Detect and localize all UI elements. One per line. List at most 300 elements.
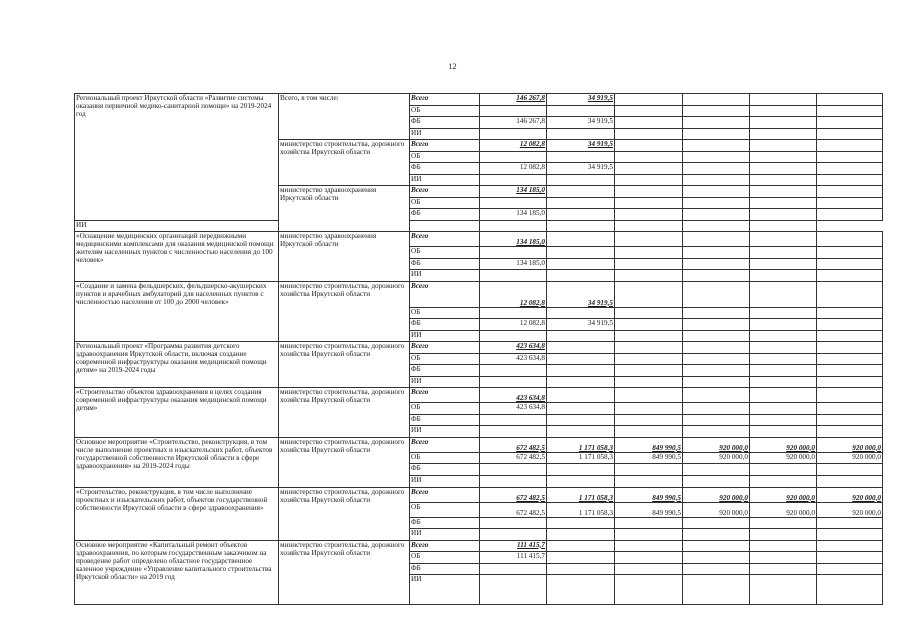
funding-source: ФБ <box>410 414 480 426</box>
amount-cell <box>750 281 817 307</box>
amount-cell <box>547 330 615 342</box>
amount-cell <box>547 552 615 564</box>
table-row <box>75 281 883 307</box>
amount-cell <box>817 475 883 487</box>
amount-cell <box>547 174 615 186</box>
amount-cell <box>683 353 750 365</box>
amount-cell <box>480 529 547 541</box>
budget-table <box>74 93 883 605</box>
funding-source: Всего <box>410 140 480 152</box>
amount-cell: 134 185,0 <box>480 232 547 247</box>
funding-source: ИИ <box>410 575 480 605</box>
amount-cell <box>547 376 615 388</box>
funding-source: ИИ <box>410 529 480 541</box>
amount-cell: 12 082,8 <box>480 163 547 175</box>
page-number: 12 <box>448 62 457 71</box>
amount-cell <box>480 307 547 319</box>
amount-cell <box>750 270 817 282</box>
funding-source: ОБ <box>410 452 480 464</box>
amount-cell <box>615 517 683 529</box>
amount-cell <box>547 475 615 487</box>
amount-cell <box>615 117 683 129</box>
amount-cell <box>683 426 750 438</box>
amount-cell <box>615 128 683 140</box>
amount-cell: 849 990,5 <box>615 487 683 502</box>
amount-cell: 920 000,0 <box>817 502 883 517</box>
funding-source: ОБ <box>410 197 480 209</box>
responsible-executor: министерство строительства, дорожного хозяйства Иркутской области <box>279 487 410 540</box>
funding-source: ИИ <box>410 270 480 282</box>
activity-description: Основное мероприятие «Строительство, реконструкция, в том числе выполнение проектных и изыскательских работ, объектов государственной собственности Иркутской области в сфере здравоохранения» на 2019-2024 годы <box>75 437 279 487</box>
amount-cell: 12 082,8 <box>480 281 547 307</box>
amount-cell <box>547 403 615 415</box>
funding-source: ФБ <box>410 258 480 270</box>
funding-source: Всего <box>410 232 480 247</box>
funding-source: ФБ <box>410 319 480 331</box>
amount-cell <box>750 128 817 140</box>
amount-cell: 34 919,5 <box>547 94 615 106</box>
amount-cell <box>817 464 883 476</box>
amount-cell <box>817 540 883 552</box>
amount-cell: 1 171 058,3 <box>547 502 615 517</box>
amount-cell <box>683 330 750 342</box>
amount-cell <box>615 197 683 209</box>
funding-source: ИИ <box>410 426 480 438</box>
amount-cell <box>615 281 683 307</box>
amount-cell: 672 482,5 <box>480 452 547 464</box>
amount-cell <box>750 403 817 415</box>
amount-cell <box>547 307 615 319</box>
amount-cell: 34 919,5 <box>547 281 615 307</box>
amount-cell: 134 185,0 <box>480 209 547 221</box>
amount-cell <box>750 575 817 605</box>
table-row <box>75 487 883 502</box>
funding-source: ИИ <box>410 174 480 186</box>
funding-source: ФБ <box>410 365 480 377</box>
amount-cell <box>750 414 817 426</box>
amount-cell <box>817 117 883 129</box>
amount-cell <box>817 307 883 319</box>
amount-cell <box>750 232 817 247</box>
amount-cell <box>683 529 750 541</box>
amount-cell <box>480 575 547 605</box>
funding-source: Всего <box>410 94 480 106</box>
amount-cell <box>547 220 615 232</box>
amount-cell: 920 000,0 <box>683 437 750 452</box>
amount-cell: 134 185,0 <box>480 186 547 198</box>
amount-cell: 1 171 058,3 <box>547 437 615 452</box>
amount-cell <box>683 540 750 552</box>
amount-cell <box>683 163 750 175</box>
amount-cell: 920 000,0 <box>750 502 817 517</box>
amount-cell <box>547 186 615 198</box>
amount-cell <box>547 388 615 403</box>
activity-description: «Строительство объектов здравоохранения в целях создания современной инфраструктуры оказания медицинской помощи детям» <box>75 388 279 438</box>
amount-cell: 920 000,0 <box>683 452 750 464</box>
amount-cell <box>615 414 683 426</box>
amount-cell <box>683 209 750 221</box>
funding-source: ОБ <box>410 353 480 365</box>
amount-cell: 920 000,0 <box>683 502 750 517</box>
amount-cell <box>480 105 547 117</box>
amount-cell <box>615 258 683 270</box>
amount-cell <box>615 552 683 564</box>
amount-cell: 920 000,0 <box>683 487 750 502</box>
amount-cell <box>683 281 750 307</box>
amount-cell: 849 990,5 <box>615 452 683 464</box>
amount-cell <box>547 197 615 209</box>
amount-cell <box>547 258 615 270</box>
amount-cell <box>683 105 750 117</box>
amount-cell <box>480 270 547 282</box>
amount-cell <box>615 174 683 186</box>
amount-cell <box>683 247 750 259</box>
amount-cell <box>817 140 883 152</box>
amount-cell <box>817 552 883 564</box>
funding-source: Всего <box>410 388 480 403</box>
amount-cell <box>683 319 750 331</box>
amount-cell <box>480 376 547 388</box>
amount-cell <box>683 365 750 377</box>
amount-cell: 849 990,5 <box>615 437 683 452</box>
amount-cell <box>683 388 750 403</box>
amount-cell <box>480 247 547 259</box>
amount-cell <box>817 174 883 186</box>
amount-cell: 672 482,5 <box>480 487 547 502</box>
amount-cell: 1 171 058,3 <box>547 487 615 502</box>
amount-cell: 1 171 058,3 <box>547 452 615 464</box>
amount-cell <box>817 247 883 259</box>
activity-description: «Оснащение медицинских организаций передвижными медицинскими комплексами для оказания медицинской помощи жителям населенных пунктов с численностью населения до 100 человек» <box>75 232 279 282</box>
amount-cell <box>750 220 817 232</box>
amount-cell <box>683 464 750 476</box>
amount-cell <box>547 270 615 282</box>
funding-source: ОБ <box>410 307 480 319</box>
amount-cell <box>615 540 683 552</box>
amount-cell <box>817 575 883 605</box>
amount-cell: 111 415,7 <box>480 540 547 552</box>
amount-cell: 34 919,5 <box>547 140 615 152</box>
amount-cell <box>683 94 750 106</box>
amount-cell <box>750 174 817 186</box>
amount-cell <box>750 186 817 198</box>
amount-cell <box>750 197 817 209</box>
table-row <box>75 342 883 354</box>
funding-source: ОБ <box>410 151 480 163</box>
funding-source: ИИ <box>75 220 279 232</box>
amount-cell <box>683 174 750 186</box>
amount-cell <box>683 307 750 319</box>
responsible-executor: министерство строительства, дорожного хозяйства Иркутской области <box>279 342 410 388</box>
amount-cell <box>615 365 683 377</box>
amount-cell <box>750 365 817 377</box>
activity-description: «Строительство, реконструкция, в том числе выполнение проектных и изыскательских работ, объектов государственной собственности Иркутской области в сфере здравоохранения» <box>75 487 279 540</box>
amount-cell <box>817 388 883 403</box>
funding-source: ОБ <box>410 247 480 259</box>
amount-cell <box>817 281 883 307</box>
amount-cell <box>750 552 817 564</box>
amount-cell <box>750 307 817 319</box>
amount-cell <box>410 220 480 232</box>
amount-cell <box>817 342 883 354</box>
amount-cell <box>547 247 615 259</box>
funding-source: Всего <box>410 342 480 354</box>
amount-cell <box>817 94 883 106</box>
amount-cell <box>615 319 683 331</box>
amount-cell <box>817 270 883 282</box>
amount-cell <box>817 414 883 426</box>
funding-source: ИИ <box>410 376 480 388</box>
amount-cell <box>480 563 547 575</box>
amount-cell <box>817 517 883 529</box>
amount-cell <box>615 529 683 541</box>
table-row <box>75 540 883 552</box>
amount-cell: 34 919,5 <box>547 319 615 331</box>
amount-cell <box>683 117 750 129</box>
amount-cell <box>750 258 817 270</box>
amount-cell <box>615 94 683 106</box>
amount-cell <box>480 128 547 140</box>
amount-cell <box>547 540 615 552</box>
amount-cell: 920 000,0 <box>750 452 817 464</box>
funding-source: ФБ <box>410 117 480 129</box>
amount-cell <box>683 376 750 388</box>
amount-cell <box>683 151 750 163</box>
amount-cell <box>817 128 883 140</box>
funding-source: ОБ <box>410 502 480 517</box>
responsible-executor: Всего, в том числе: <box>279 94 410 140</box>
amount-cell <box>683 186 750 198</box>
amount-cell: 12 082,8 <box>480 140 547 152</box>
amount-cell <box>683 128 750 140</box>
amount-cell <box>615 220 683 232</box>
amount-cell <box>547 151 615 163</box>
amount-cell <box>547 105 615 117</box>
amount-cell <box>750 140 817 152</box>
amount-cell <box>547 517 615 529</box>
amount-cell <box>547 575 615 605</box>
funding-source: ИИ <box>410 128 480 140</box>
amount-cell <box>750 247 817 259</box>
funding-source: ФБ <box>410 563 480 575</box>
amount-cell <box>750 376 817 388</box>
funding-source: ОБ <box>410 552 480 564</box>
amount-cell: 34 919,5 <box>547 117 615 129</box>
amount-cell <box>480 464 547 476</box>
amount-cell <box>817 163 883 175</box>
amount-cell <box>817 403 883 415</box>
amount-cell <box>480 151 547 163</box>
amount-cell <box>683 232 750 247</box>
amount-cell <box>750 464 817 476</box>
amount-cell <box>817 330 883 342</box>
amount-cell <box>480 414 547 426</box>
amount-cell <box>547 365 615 377</box>
amount-cell <box>547 353 615 365</box>
amount-cell <box>817 426 883 438</box>
amount-cell <box>750 105 817 117</box>
amount-cell <box>615 330 683 342</box>
amount-cell <box>547 563 615 575</box>
amount-cell <box>683 575 750 605</box>
amount-cell <box>750 517 817 529</box>
funding-source: Всего <box>410 540 480 552</box>
amount-cell <box>750 94 817 106</box>
amount-cell <box>683 403 750 415</box>
amount-cell <box>615 475 683 487</box>
amount-cell: 34 919,5 <box>547 163 615 175</box>
funding-source: ФБ <box>410 464 480 476</box>
funding-source: Всего <box>410 437 480 452</box>
amount-cell: 423 634,8 <box>480 342 547 354</box>
amount-cell <box>615 270 683 282</box>
funding-source: Всего <box>410 281 480 307</box>
amount-cell <box>615 105 683 117</box>
amount-cell <box>683 342 750 354</box>
responsible-executor: министерство строительства, дорожного хозяйства Иркутской области <box>279 140 410 186</box>
amount-cell <box>480 475 547 487</box>
amount-cell <box>817 353 883 365</box>
amount-cell <box>547 426 615 438</box>
amount-cell <box>683 414 750 426</box>
responsible-executor: министерство строительства, дорожного хозяйства Иркутской области <box>279 281 410 342</box>
activity-description: «Создание и замена фельдшерских, фельдшерско-акушерских пунктов и врачебных амбулаторий для населенных пунктов с численностью населения от 100 до 2000 человек» <box>75 281 279 342</box>
table-row <box>75 388 883 403</box>
amount-cell <box>615 563 683 575</box>
amount-cell <box>480 220 547 232</box>
amount-cell <box>480 426 547 438</box>
funding-source: ФБ <box>410 163 480 175</box>
amount-cell <box>615 163 683 175</box>
amount-cell <box>615 342 683 354</box>
amount-cell <box>683 258 750 270</box>
funding-source: ФБ <box>410 517 480 529</box>
responsible-executor: министерство здравоохранения Иркутской области <box>279 186 410 232</box>
amount-cell <box>817 258 883 270</box>
amount-cell <box>615 575 683 605</box>
amount-cell <box>547 209 615 221</box>
amount-cell <box>750 529 817 541</box>
amount-cell <box>683 517 750 529</box>
amount-cell <box>817 365 883 377</box>
amount-cell: 920 000,0 <box>817 487 883 502</box>
amount-cell <box>615 232 683 247</box>
amount-cell <box>750 353 817 365</box>
amount-cell <box>615 140 683 152</box>
amount-cell: 920 000,0 <box>817 452 883 464</box>
amount-cell <box>615 307 683 319</box>
amount-cell <box>615 186 683 198</box>
amount-cell <box>480 197 547 209</box>
funding-source: Всего <box>410 487 480 502</box>
amount-cell <box>817 197 883 209</box>
amount-cell <box>817 376 883 388</box>
amount-cell <box>750 117 817 129</box>
amount-cell <box>817 232 883 247</box>
amount-cell <box>683 475 750 487</box>
amount-cell <box>615 209 683 221</box>
amount-cell <box>615 388 683 403</box>
table-row <box>75 220 883 232</box>
amount-cell: 849 990,5 <box>615 502 683 517</box>
table-row <box>75 94 883 106</box>
amount-cell <box>615 426 683 438</box>
amount-cell <box>817 319 883 331</box>
amount-cell <box>547 464 615 476</box>
table-row <box>75 437 883 452</box>
funding-source: ОБ <box>410 403 480 415</box>
funding-source: ФБ <box>410 209 480 221</box>
amount-cell <box>750 151 817 163</box>
amount-cell: 134 185,0 <box>480 258 547 270</box>
amount-cell <box>615 247 683 259</box>
responsible-executor: министерство строительства, дорожного хозяйства Иркутской области <box>279 437 410 487</box>
activity-description: Региональный проект Иркутской области «Развитие системы оказания первичной медико-санитарной помощи» на 2019-2024 год <box>75 94 279 221</box>
amount-cell <box>480 330 547 342</box>
amount-cell <box>750 209 817 221</box>
amount-cell <box>683 220 750 232</box>
amount-cell: 920 000,0 <box>750 437 817 452</box>
amount-cell: 672 482,5 <box>480 437 547 452</box>
amount-cell <box>750 388 817 403</box>
amount-cell <box>750 319 817 331</box>
amount-cell: 423 634,8 <box>480 353 547 365</box>
amount-cell <box>547 128 615 140</box>
amount-cell <box>615 151 683 163</box>
amount-cell <box>547 414 615 426</box>
amount-cell <box>547 342 615 354</box>
funding-source: ИИ <box>410 330 480 342</box>
funding-source: Всего <box>410 186 480 198</box>
amount-cell <box>683 197 750 209</box>
amount-cell <box>750 563 817 575</box>
amount-cell: 423 634,8 <box>480 403 547 415</box>
amount-cell <box>480 365 547 377</box>
amount-cell <box>817 529 883 541</box>
amount-cell <box>750 475 817 487</box>
amount-cell <box>615 376 683 388</box>
responsible-executor: министерство строительства, дорожного хозяйства Иркутской области <box>279 388 410 438</box>
amount-cell <box>750 342 817 354</box>
amount-cell <box>817 209 883 221</box>
amount-cell <box>683 563 750 575</box>
amount-cell <box>480 174 547 186</box>
amount-cell <box>750 330 817 342</box>
amount-cell <box>750 163 817 175</box>
amount-cell <box>615 464 683 476</box>
amount-cell: 146 267,8 <box>480 117 547 129</box>
amount-cell <box>750 540 817 552</box>
responsible-executor: министерство здравоохранения Иркутской области <box>279 232 410 282</box>
amount-cell <box>615 353 683 365</box>
amount-cell <box>683 140 750 152</box>
amount-cell <box>480 517 547 529</box>
amount-cell: 672 482,5 <box>480 502 547 517</box>
responsible-executor: министерство строительства, дорожного хозяйства Иркутской области <box>279 540 410 605</box>
amount-cell <box>683 270 750 282</box>
amount-cell <box>750 426 817 438</box>
amount-cell <box>547 529 615 541</box>
amount-cell <box>817 186 883 198</box>
amount-cell: 920 000,0 <box>817 437 883 452</box>
funding-source: ОБ <box>410 105 480 117</box>
amount-cell <box>547 232 615 247</box>
amount-cell: 146 267,8 <box>480 94 547 106</box>
amount-cell <box>615 403 683 415</box>
table-row <box>75 232 883 247</box>
activity-description: Основное мероприятие «Капитальный ремонт объектов здравоохранения, по которым государственным заказчиком на проведение работ определено областное государственное казенное учреждение «Управление капитального строительства Иркутской области» на 2019 год <box>75 540 279 605</box>
amount-cell: 920 000,0 <box>750 487 817 502</box>
